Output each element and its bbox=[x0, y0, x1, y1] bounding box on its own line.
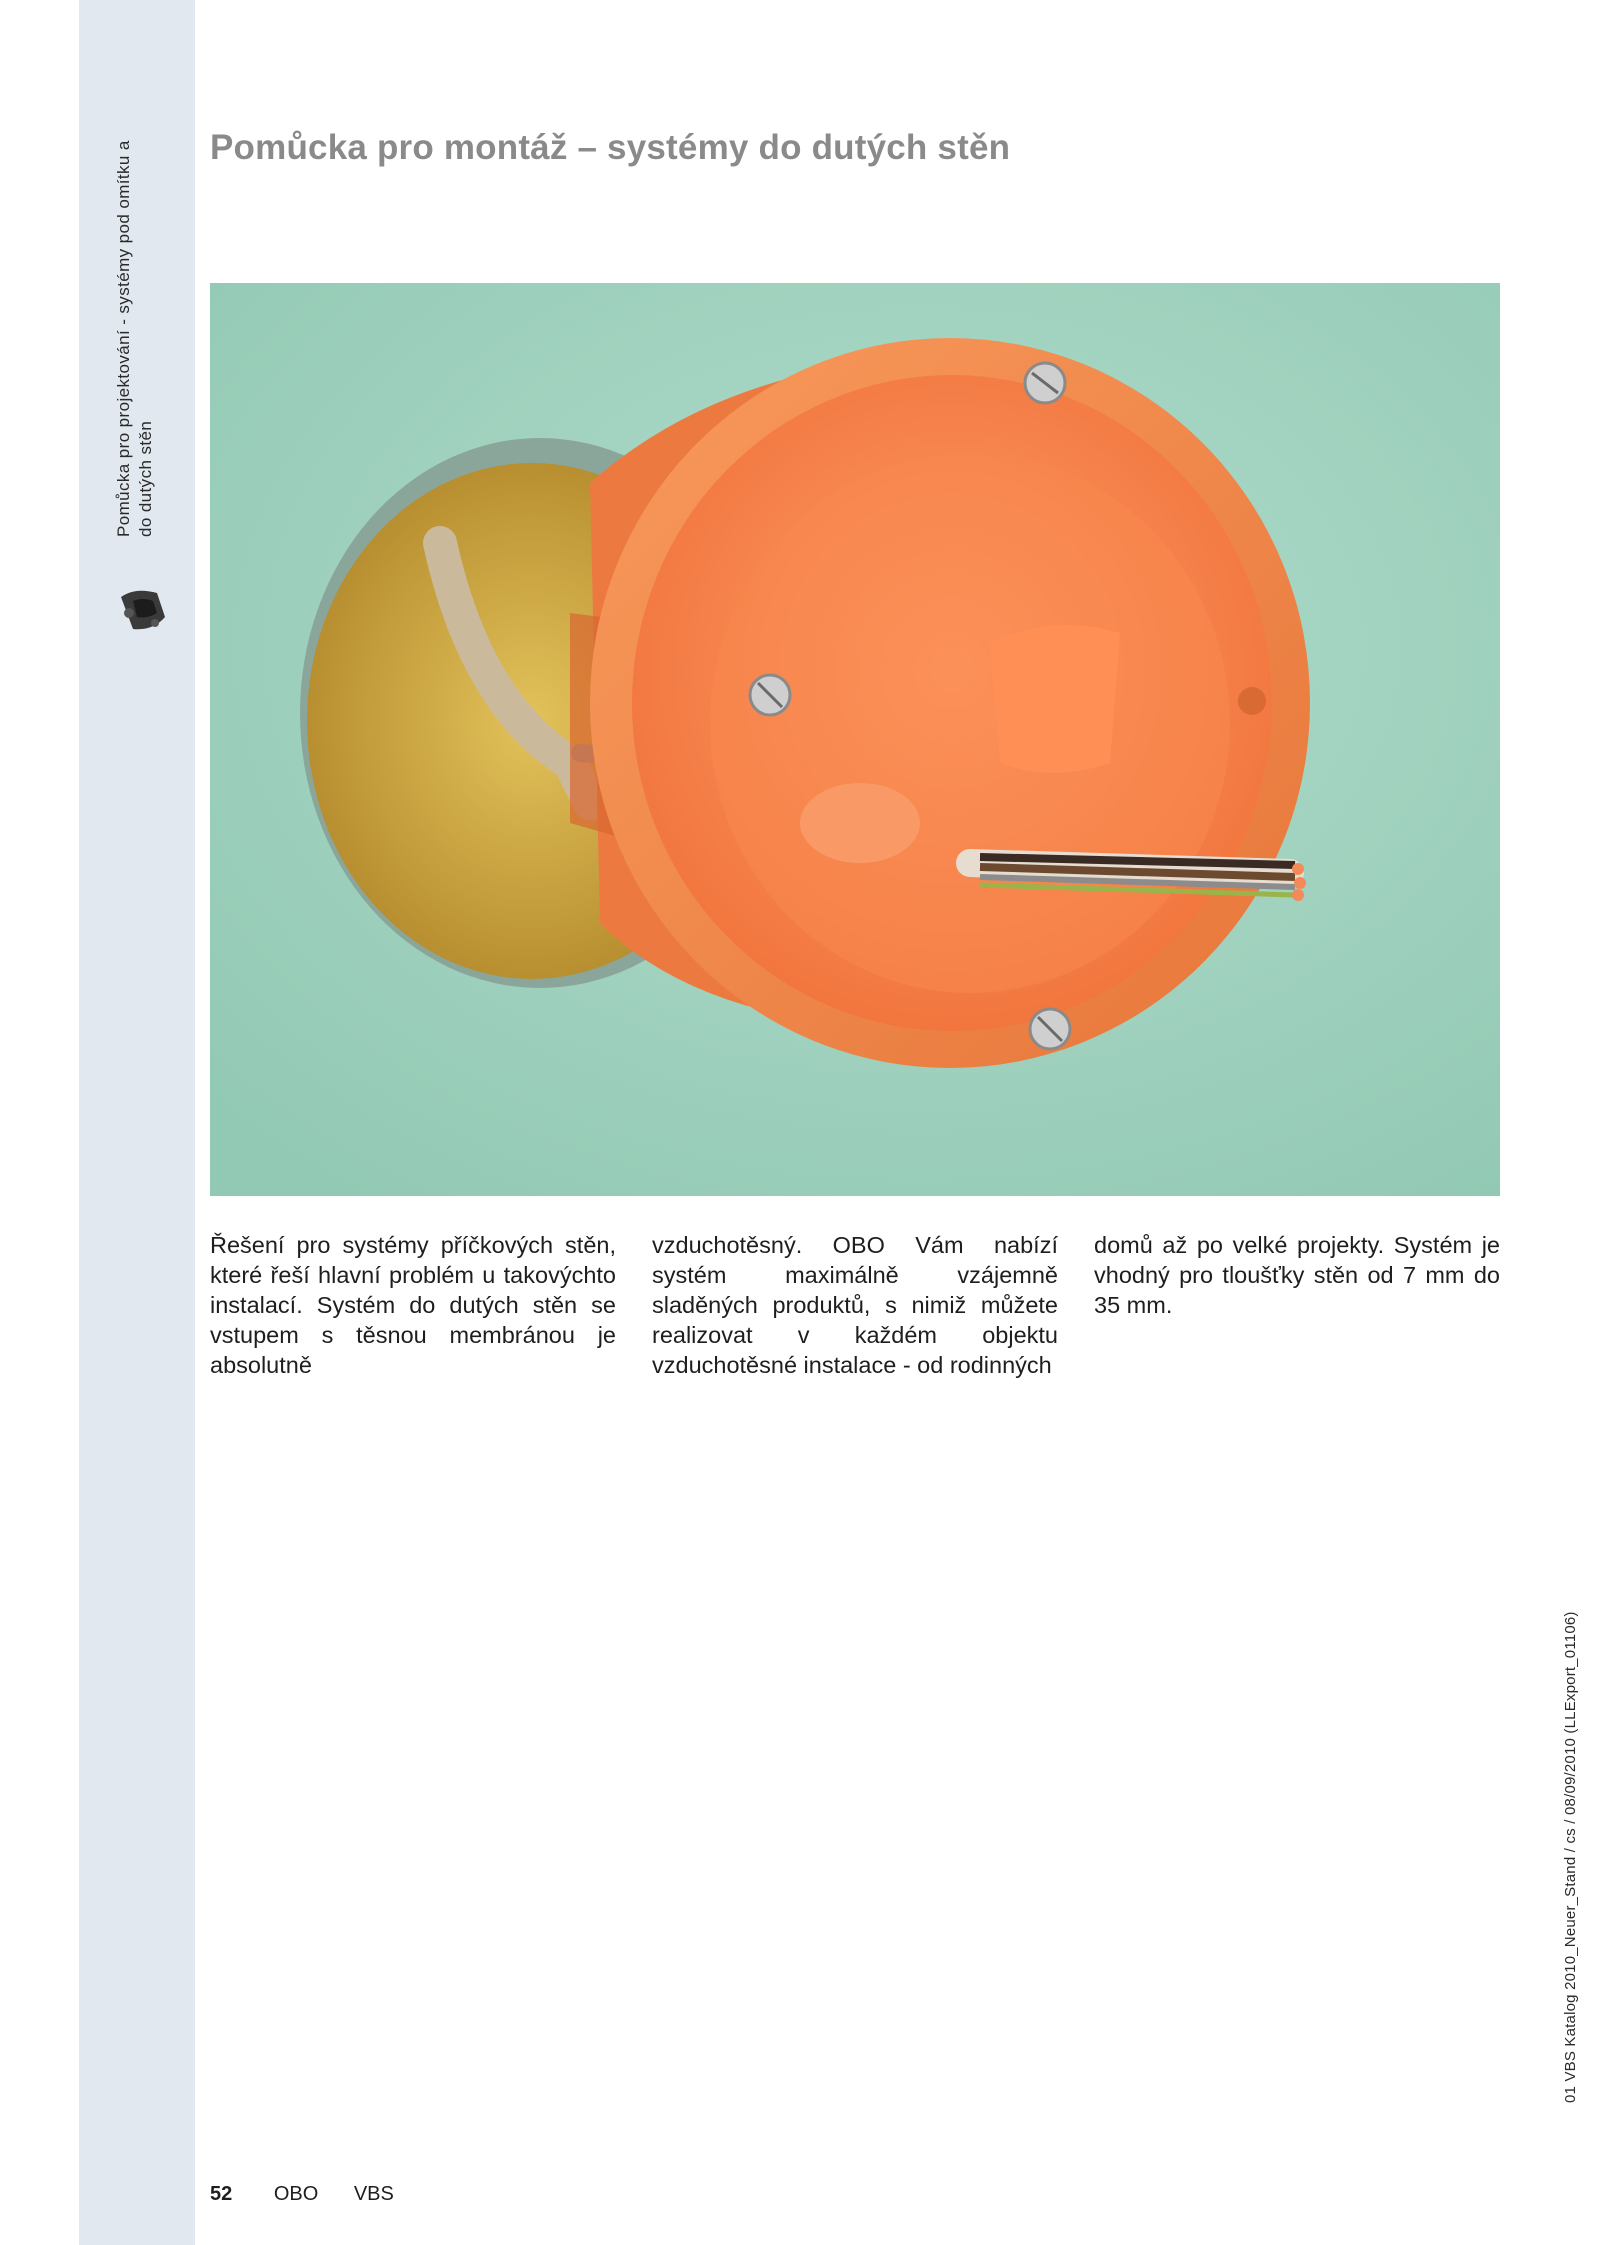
print-imprint: 01 VBS Katalog 2010_Neuer_Stand / cs / 08/09/2010 (LLExport_01106) bbox=[1562, 1611, 1579, 2103]
sidebar-label-line-2: do dutých stěn bbox=[136, 420, 155, 537]
hollow-wall-box-illustration bbox=[210, 283, 1500, 1196]
page-number: 52 bbox=[210, 2183, 233, 2205]
body-column-1: Řešení pro systémy příčkových stěn, které řeší hlavní problém u takovýchto instalací. Systém do dutých stěn se vstupem s těsnou membránou je absolutně bbox=[210, 1232, 616, 1378]
product-photo bbox=[210, 283, 1500, 1196]
page-title: Pomůcka pro montáž – systémy do dutých stěn bbox=[210, 128, 1011, 167]
body-column-2: vzduchotěsný. OBO Vám nabízí systém maximálně vzájemně sladěných produktů, s nimiž můžete realizovat v každém objektu vzduchotěsné instalace - od rodinných bbox=[652, 1232, 1058, 1378]
footer-section: VBS bbox=[353, 2183, 394, 2205]
sidebar-section-label bbox=[113, 37, 157, 537]
page-footer bbox=[210, 2183, 394, 2206]
sidebar-label-line-1: Pomůcka pro projektování - systémy pod omítku a bbox=[114, 140, 133, 537]
footer-brand: OBO bbox=[273, 2183, 319, 2205]
body-column-3: domů až po velké projekty. Systém je vhodný pro tloušťky stěn od 7 mm do 35 mm. bbox=[1094, 1232, 1500, 1318]
body-text bbox=[210, 1230, 1500, 1380]
flush-mounting-box-icon bbox=[113, 583, 173, 645]
